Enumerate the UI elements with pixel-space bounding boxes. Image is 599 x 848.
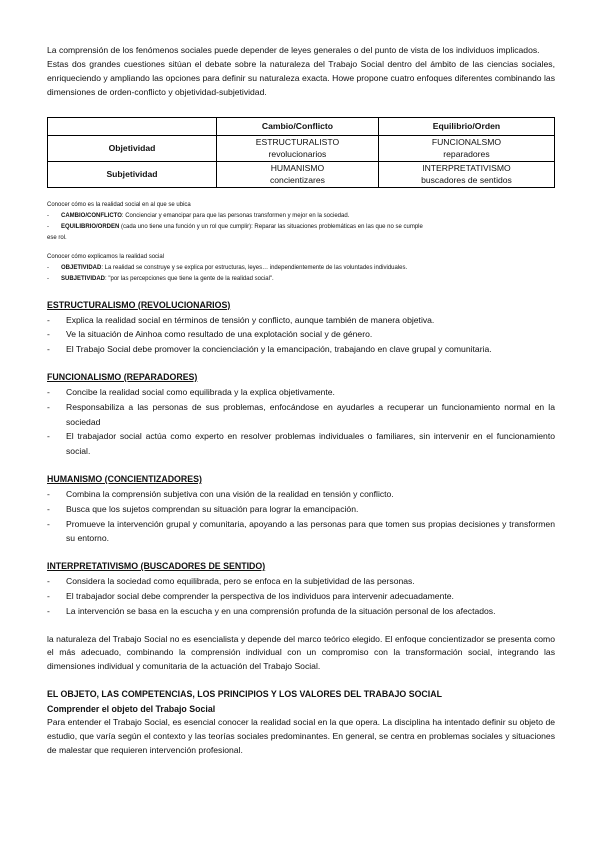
notes-title: Conocer cómo explicamos la realidad social xyxy=(47,253,165,260)
cell-subtitle: concientizares xyxy=(269,175,325,186)
conclusion-paragraph: la naturaleza del Trabajo Social no es esencialista y depende del marco teórico elegido. El enfoque concientizador se presenta como el más adecuado, combinando la comprensión individual con un compromiso con la transformación social, integrando las dimensiones individual y comunitaria de la actuación del Trabajo Social. xyxy=(47,633,555,672)
intro xyxy=(47,44,555,100)
cell-title: INTERPRETATIVISMO xyxy=(422,163,511,174)
section-heading: INTERPRETATIVISMO (BUSCADORES DE SENTIDO) xyxy=(47,561,266,572)
note-item: - CAMBIO/CONFLICTO: Concienciar y emancipar para que las personas transformen y mejor en la sociedad. xyxy=(47,212,350,219)
cell-title: FUNCIONALSMO xyxy=(431,137,502,148)
list-item: - Combina la comprensión subjetiva con una visión de la realidad en tensión y conflicto. xyxy=(47,487,555,502)
note-item: - EQUILIBRIO/ORDEN (cada uno tiene una función y un rol que cumplir): Reparar las situaciones problemáticas en las que no se cumple xyxy=(47,223,423,230)
section-heading: HUMANISMO (CONCIENTIZADORES) xyxy=(47,474,202,484)
list-item: - El Trabajo Social debe promover la concienciación y la emancipación, trabajando en clave grupal y comunitaria. xyxy=(47,342,555,357)
document-page xyxy=(47,44,555,758)
note-term: CAMBIO/CONFLICTO xyxy=(61,212,122,219)
table-cell xyxy=(217,161,379,187)
table-cell xyxy=(378,135,554,161)
note-continuation: ese rol. xyxy=(47,234,67,241)
notes-explicacion xyxy=(47,252,555,285)
row-label-objetividad: Objetividad xyxy=(48,135,217,161)
list-item: - Responsabiliza a las personas de sus problemas, enfocándose en ayudarles a recuperar un funcionamiento normal en la sociedad xyxy=(47,400,555,430)
notes-realidad xyxy=(47,200,555,244)
section-heading: FUNCIONALISMO (REPARADORES) xyxy=(47,372,198,383)
section2-subtitle: Comprender el objeto del Trabajo Social xyxy=(47,704,216,715)
section-funcionalismo xyxy=(47,371,555,459)
section2-paragraph: Para entender el Trabajo Social, es esencial conocer la realidad social en la que opera. La disciplina ha intentado definir su objeto de estudio, que varía según el contexto y las teorías sociales predominantes. En general, se centra en problemas sociales y situaciones de malestar que requieren intervención profesional. xyxy=(47,717,555,756)
table-corner xyxy=(48,117,217,135)
cell-subtitle: reparadores xyxy=(443,149,490,160)
cell-title: ESTRUCTURALISTO xyxy=(255,137,340,148)
list-item: - Considera la sociedad como equilibrada, pero se enfoca en la subjetividad de las personas. xyxy=(47,574,555,589)
list-item: - Busca que los sujetos comprendan su situación para lograr la emancipación. xyxy=(47,502,555,517)
list-item: - La intervención se basa en la escucha y en una comprensión profunda de la situación personal de los afectados. xyxy=(47,604,555,619)
section-interpretativismo xyxy=(47,560,555,618)
section2-title: EL OBJETO, LAS COMPETENCIAS, LOS PRINCIPIOS Y LOS VALORES DEL TRABAJO SOCIAL xyxy=(47,689,442,700)
table-header-equilibrio: Equilibrio/Orden xyxy=(378,117,554,135)
howe-approaches-table xyxy=(47,117,555,188)
section-estructuralismo xyxy=(47,299,555,357)
list-item: - Concibe la realidad social como equilibrada y la explica objetivamente. xyxy=(47,385,555,400)
note-item: - OBJETIVIDAD: La realidad se construye y se explica por estructuras, leyes… independientemente de las voluntades individuales. xyxy=(47,264,408,271)
table-row xyxy=(48,135,555,161)
row-label-subjetividad: Subjetividad xyxy=(48,161,217,187)
list-item: - El trabajador social debe comprender la perspectiva de los individuos para intervenir adecuadamente. xyxy=(47,589,555,604)
note-text: : Concienciar y emancipar para que las personas transformen y mejor en la sociedad. xyxy=(121,212,350,219)
table-header-cambio: Cambio/Conflicto xyxy=(217,117,379,135)
list-item: - Ve la situación de Ainhoa como resultado de una explotación social y de género. xyxy=(47,327,555,342)
cell-title: HUMANISMO xyxy=(270,163,325,174)
note-term: SUBJETIVIDAD xyxy=(61,275,106,282)
list-item: - El trabajador social actúa como experto en resolver problemas individuales o familiares, sin intervenir en el funcionamiento social. xyxy=(47,429,555,459)
cell-subtitle: buscadores de sentidos xyxy=(421,175,512,186)
note-term: EQUILIBRIO/ORDEN xyxy=(61,223,120,230)
list-item: - Explica la realidad social en términos de tensión y conflicto, aunque también de manera objetiva. xyxy=(47,313,555,328)
intro-paragraph-1: La comprensión de los fenómenos sociales puede depender de leyes generales o del punto de vista de los individuos implicados. xyxy=(47,45,540,55)
section-heading: ESTRUCTURALISMO (REVOLUCIONARIOS) xyxy=(47,299,231,310)
note-text: : La realidad se construye y se explica por estructuras, leyes… independientemente de las voluntades individuales. xyxy=(101,264,408,271)
list-item: - Promueve la intervención grupal y comunitaria, apoyando a las personas para que tomen sus propias decisiones y transformen su entorno. xyxy=(47,517,555,547)
note-item: - SUBJETIVIDAD: "por las percepciones que tiene la gente de la realidad social". xyxy=(47,275,274,282)
note-text: (cada uno tiene una función y un rol que cumplir): Reparar las situaciones problemáticas en las que no se cumple xyxy=(119,223,423,230)
table-cell xyxy=(378,161,554,187)
table-row xyxy=(48,161,555,187)
section-humanismo xyxy=(47,473,555,546)
notes-title: Conocer cómo es la realidad social en al que se ubica xyxy=(47,201,191,208)
table-cell xyxy=(217,135,379,161)
intro-paragraph-2: Estas dos grandes cuestiones sitúan el debate sobre la naturaleza del Trabajo Social dentro del ámbito de las ciencias sociales, enriqueciendo y ampliando las opciones para definir su naturaleza exacta. Howe propone cuatro enfoques diferentes combinando las dimensiones de orden-conflicto y objetividad-subjetividad. xyxy=(47,58,555,97)
cell-subtitle: revolucionarios xyxy=(268,149,327,160)
note-term: OBJETIVIDAD xyxy=(61,264,102,271)
note-text: : "por las percepciones que tiene la gente de la realidad social". xyxy=(105,275,274,282)
